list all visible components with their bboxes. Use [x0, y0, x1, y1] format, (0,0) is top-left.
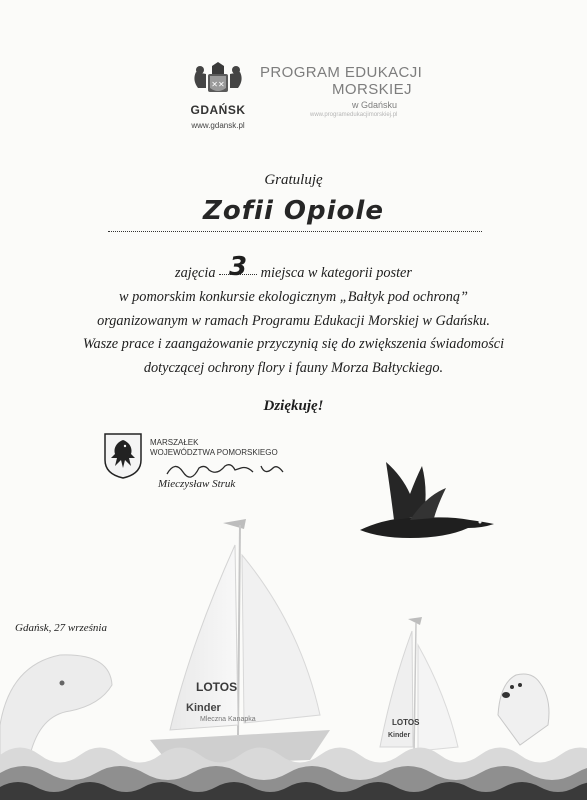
- certificate-body: [0, 252, 587, 381]
- program-title-line1: PROGRAM EDUKACJI: [260, 64, 423, 81]
- recipient-name: Zofii Opiole: [203, 196, 384, 226]
- pomorskie-coat-of-arms-icon: [103, 432, 143, 480]
- signatory-title: [150, 438, 278, 458]
- gdansk-logo-text: GDAŃSK: [190, 103, 246, 117]
- greeting: Gratuluję: [264, 172, 323, 188]
- body-line-2: w pomorskim konkursie ekologicznym „Bałtyk pod ochroną”: [119, 288, 468, 305]
- thanks: Dziękuję!: [263, 398, 324, 414]
- body-line-1: [0, 252, 587, 286]
- body-line-4: Wasze prace i zaangażowanie przyczynią się do zwiększenia świadomości: [82, 336, 505, 353]
- signatory-name: Mieczysław Struk: [158, 478, 236, 490]
- large-sail-lotos-logo: LOTOS: [196, 680, 238, 694]
- small-sail-lotos-logo: LOTOS: [392, 718, 420, 727]
- program-title-line2: MORSKIEJ: [332, 81, 412, 98]
- gdansk-url: www.gdansk.pl: [191, 121, 245, 130]
- small-sail-kinder-logo: Kinder: [388, 732, 411, 739]
- issue-date: Gdańsk, 27 września: [15, 622, 107, 634]
- body-line-1-pre: zajęcia: [175, 265, 216, 281]
- body-line-3: organizowanym w ramach Programu Edukacji Morskiej w Gdańsku.: [97, 312, 490, 329]
- program-logo: [260, 64, 430, 118]
- gdansk-logo: [183, 60, 253, 130]
- large-sail-kinder-sub: Mleczna Kanapka: [200, 716, 256, 723]
- signatory-title-line2: WOJEWÓDZTWA POMORSKIEGO: [150, 448, 278, 457]
- recipient-dotted-line: [108, 231, 482, 232]
- body-line-1-post: miejsca w kategorii poster: [260, 265, 412, 281]
- large-sailboat: [150, 519, 330, 765]
- place-number: 3: [219, 260, 257, 275]
- signatory-title-line1: MARSZAŁEK: [150, 438, 199, 447]
- svg-text:✕✕: ✕✕: [211, 80, 225, 89]
- program-title-line3: w Gdańsku: [352, 100, 398, 110]
- body-line-5: dotyczącej ochrony flory i fauny Morza Bałtyckiego.: [143, 360, 444, 377]
- gdansk-coat-of-arms-icon: [190, 60, 246, 96]
- large-sail-kinder-logo: Kinder: [186, 702, 221, 714]
- sea-sailboats-illustration: [0, 515, 587, 800]
- program-website: www.programedukacjimorskiej.pl: [310, 112, 398, 118]
- handwritten-signature: [165, 458, 285, 480]
